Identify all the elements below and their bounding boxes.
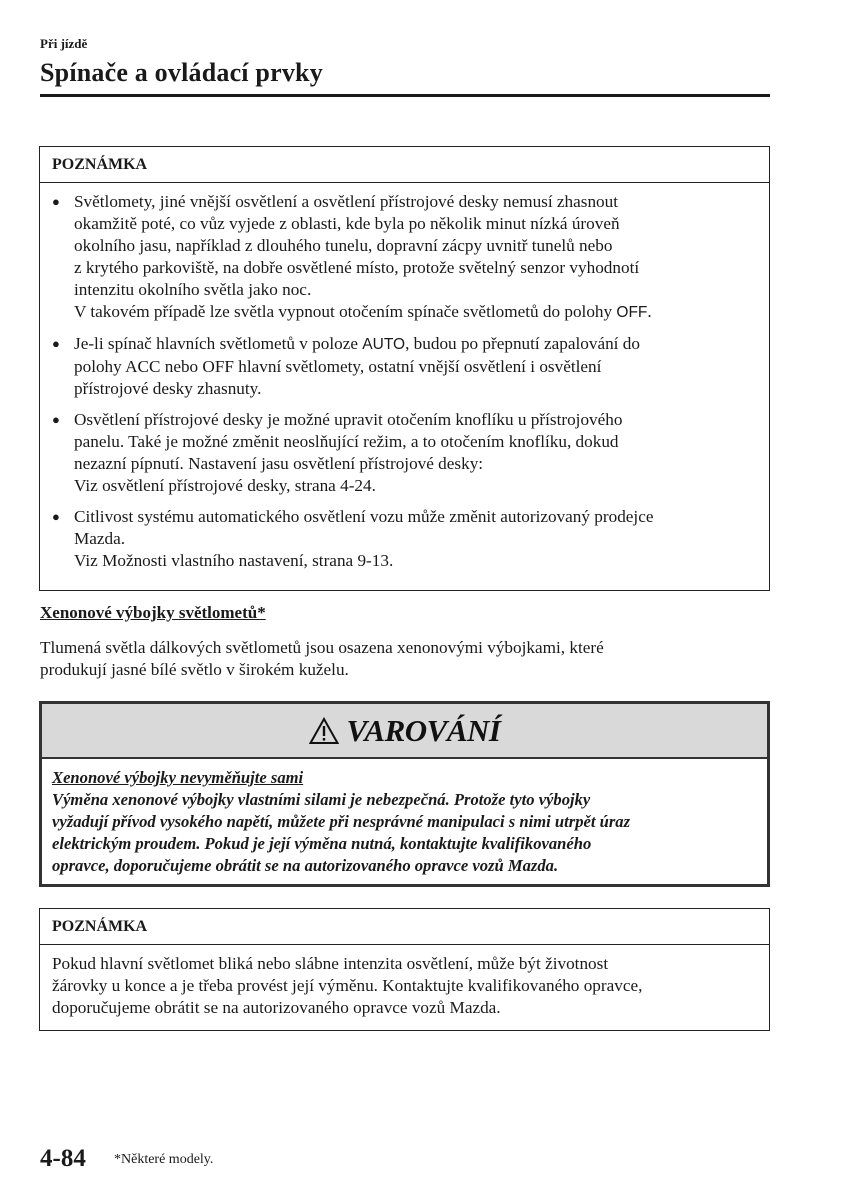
list-item <box>52 191 757 324</box>
text-line: Viz Možnosti vlastního nastavení, strana 9-13. <box>74 551 394 570</box>
text-line: elektrickým proudem. Pokud je její výměna nutná, kontaktujte kvalifikovaného <box>52 834 592 853</box>
text-line <box>74 333 757 356</box>
switch-position-label: AUTO <box>362 336 406 353</box>
text-line: žárovky u konce a je třeba provést její výměnu. Kontaktujte kvalifikovaného opravce, <box>52 976 643 995</box>
switch-position-label: OFF <box>616 304 648 321</box>
breadcrumb: Při jízdě <box>40 36 88 51</box>
bullet-icon: ● <box>52 509 60 524</box>
text-line: panelu. Také je možné změnit neoslňující režim, a to otočením knoflíku, dokud <box>74 432 619 451</box>
text-fragment: . <box>647 302 652 321</box>
list-item <box>52 333 757 400</box>
text-line: Osvětlení přístrojové desky je možné upravit otočením knoflíku u přístrojového <box>74 410 623 429</box>
note-box-1 <box>39 146 770 591</box>
text-line: opravce, doporučujeme obrátit se na autorizovaného opravce vozů Mazda. <box>52 856 559 875</box>
text-line: Tlumená světla dálkových světlometů jsou osazena xenonovými výbojkami, které <box>40 638 604 657</box>
list-item <box>52 409 757 497</box>
text-line: z krytého parkoviště, na dobře osvětlené místo, protože světelný senzor vyhodnotí <box>74 258 640 277</box>
warning-title: VAROVÁNÍ <box>346 712 501 748</box>
section-subtitle: Xenonové výbojky světlometů* <box>40 603 266 622</box>
footnote: *Některé modely. <box>114 1152 214 1167</box>
list-item <box>52 506 757 572</box>
text-fragment: V takovém případě lze světla vypnout otočením spínače světlometů do polohy <box>74 302 617 321</box>
warning-body <box>42 759 767 877</box>
text-line: přístrojové desky zhasnuty. <box>74 379 262 398</box>
text-line: Mazda. <box>74 529 126 548</box>
warning-subheading: Xenonové výbojky nevyměňujte sami <box>52 768 304 787</box>
text-line: doporučujeme obrátit se na autorizovaného opravce vozů Mazda. <box>52 998 501 1017</box>
text-line: produkují jasné bílé světlo v širokém kuželu. <box>40 660 349 679</box>
text-line: Světlomety, jiné vnější osvětlení a osvětlení přístrojové desky nemusí zhasnout <box>74 192 619 211</box>
text-line <box>74 301 757 324</box>
bullet-icon: ● <box>52 194 60 209</box>
page-title: Spínače a ovládací prvky <box>40 58 323 87</box>
text-line: okolního jasu, například z dlouhého tunelu, dopravní zácpy uvnitř tunelů nebo <box>74 236 613 255</box>
text-line: Pokud hlavní světlomet bliká nebo slábne intenzita osvětlení, může být životnost <box>52 954 609 973</box>
note-heading: POZNÁMKA <box>40 147 769 183</box>
bullet-icon: ● <box>52 336 60 351</box>
title-divider <box>40 94 770 97</box>
text-line: Citlivost systému automatického osvětlení vozu může změnit autorizovaný prodejce <box>74 507 654 526</box>
text-line: vyžadují přívod vysokého napětí, můžete při nesprávné manipulaci s nimi utrpět úraz <box>52 812 631 831</box>
note-heading: POZNÁMKA <box>40 909 769 945</box>
text-line: polohy ACC nebo OFF hlavní světlomety, ostatní vnější osvětlení i osvětlení <box>74 357 602 376</box>
page-number: 4-84 <box>40 1145 86 1172</box>
warning-header <box>42 704 767 759</box>
note-list <box>40 183 769 572</box>
text-line: intenzitu okolního světla jako noc. <box>74 280 312 299</box>
text-line: Viz osvětlení přístrojové desky, strana 4-24. <box>74 476 376 495</box>
text-fragment: Je-li spínač hlavních světlometů v poloze <box>74 334 363 353</box>
bullet-icon: ● <box>52 412 60 427</box>
warning-triangle-icon <box>309 717 339 745</box>
text-line: okamžitě poté, co vůz vyjede z oblasti, kde byla po několik minut nízká úroveň <box>74 214 620 233</box>
xenon-paragraph <box>40 637 604 681</box>
note-body <box>40 945 769 1019</box>
note-box-2 <box>39 908 770 1031</box>
text-fragment: , budou po přepnutí zapalování do <box>405 334 640 353</box>
warning-box <box>39 701 770 887</box>
text-line: Výměna xenonové výbojky vlastními silami je nebezpečná. Protože tyto výbojky <box>52 790 591 809</box>
text-line: nezazní pípnutí. Nastavení jasu osvětlení přístrojové desky: <box>74 454 484 473</box>
